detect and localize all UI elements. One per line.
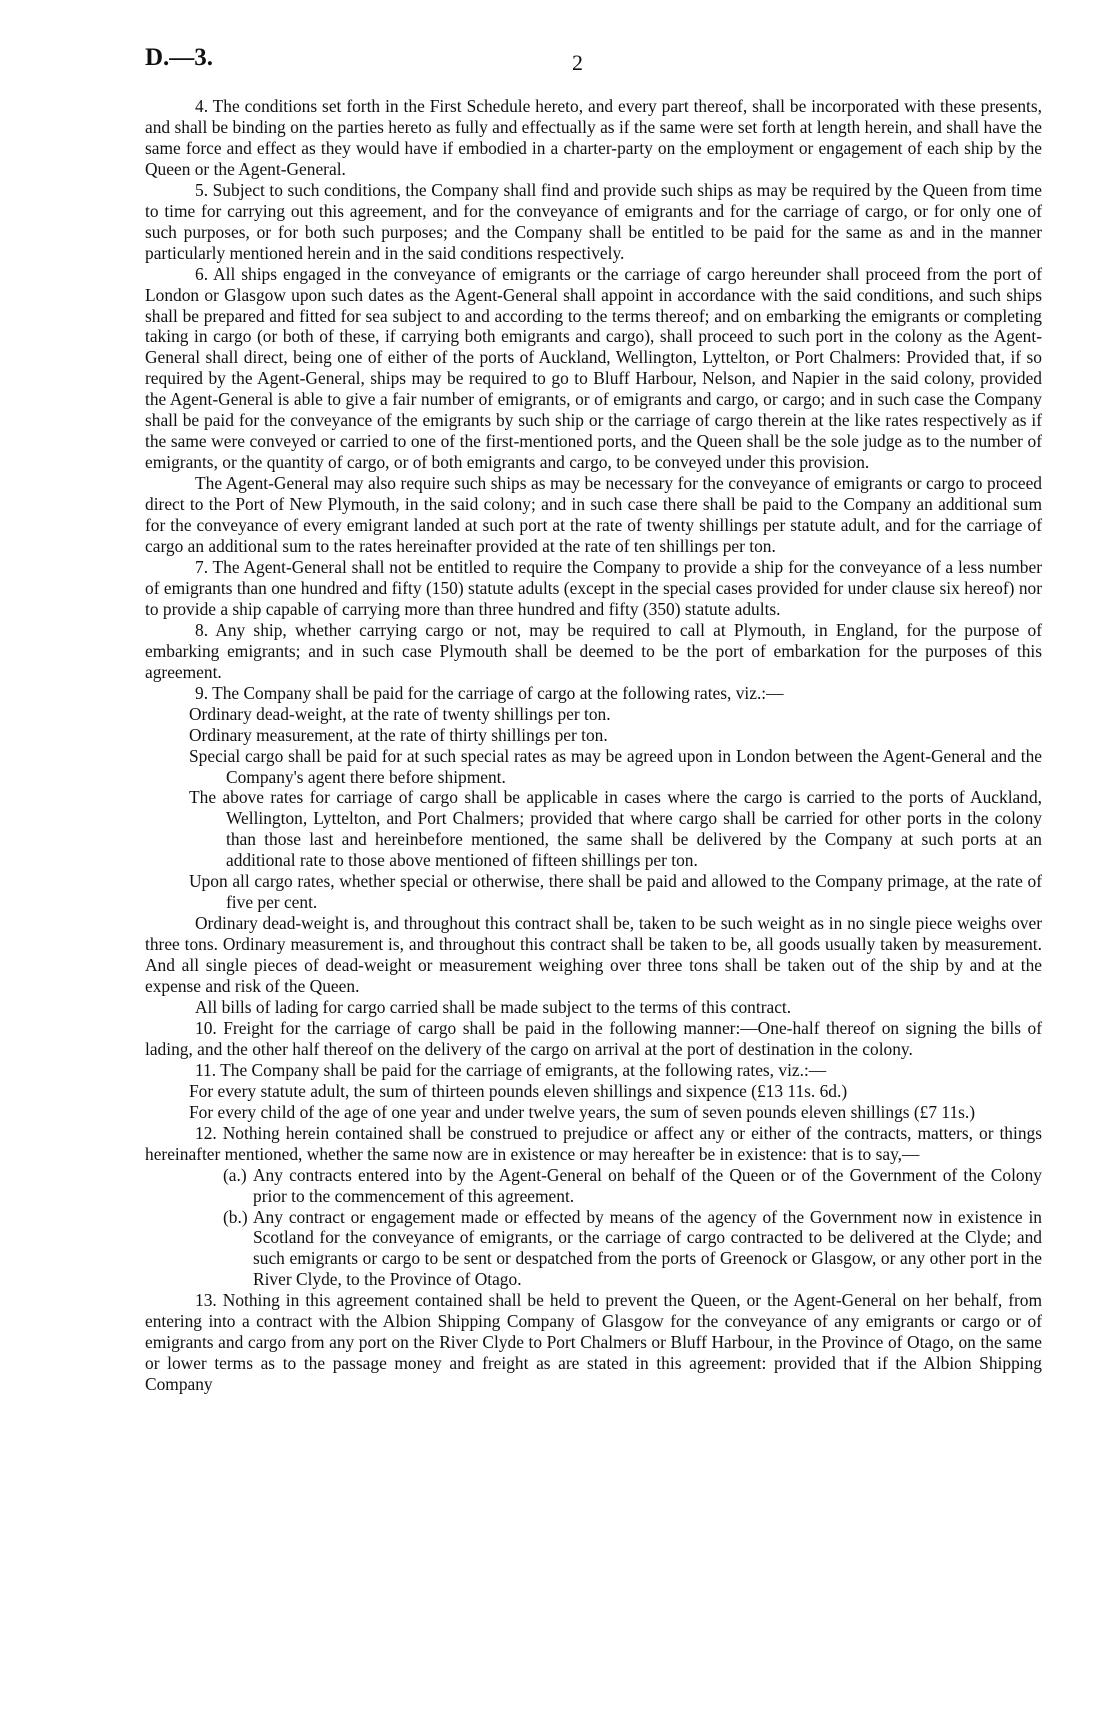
clause-12: 12. Nothing herein contained shall be construed to prejudice or affect any or either of the contracts, matters, or things hereinafter mentioned, whether the same now are in existence or may hereafter be in existence: that is to say,—	[145, 1122, 1042, 1164]
emigrant-rates-list	[145, 1081, 1042, 1123]
cargo-rate-item: Special cargo shall be paid for at such special rates as may be agreed upon in London between the Agent-General and the Company's agent there before shipment.	[189, 745, 1042, 787]
emigrant-rate-item: For every statute adult, the sum of thirteen pounds eleven shillings and sixpence (£13 11s. 6d.)	[189, 1080, 848, 1101]
clause-7: 7. The Agent-General shall not be entitled to require the Company to provide a ship for the conveyance of a less number of emigrants than one hundred and fifty (150) statute adults (except in the special cases provided for under clause six hereof) nor to provide a ship capable of carrying more than three hundred and fifty (350) statute adults.	[145, 556, 1042, 619]
dead-weight-definition: Ordinary dead-weight is, and throughout this contract shall be, taken to be such weight as in no single piece weighs over three tons. Ordinary measurement is, and throughout this contract shall be taken to be, all goods usually taken by measurement. And all single pieces of dead-weight or measurement weighing over three tons shall be taken out of the ship by and at the expense and risk of the Queen.	[145, 913, 1042, 997]
list-item	[223, 1165, 1042, 1207]
list-item-text: Any contract or engagement made or effected by means of the agency of the Government now in existence in Scotland for the conveyance of emigrants, or the carriage of cargo contracted to be delivered at the Clyde; and such emigrants or cargo to be sent or despatched from the ports of Greenock or Glasgow, or any other port in the River Clyde, to the Province of Otago.	[253, 1206, 1042, 1290]
clause-11: 11. The Company shall be paid for the carriage of emigrants, at the following rates, viz.:—	[195, 1059, 827, 1080]
bills-of-lading: All bills of lading for cargo carried shall be made subject to the terms of this contract.	[195, 996, 792, 1017]
clause-10: 10. Freight for the carriage of cargo shall be paid in the following manner:—One-half thereof on signing the bills of lading, and the other half thereof on the delivery of the cargo on arrival at the port of destination in the colony.	[145, 1017, 1042, 1059]
list-item-text: Any contracts entered into by the Agent-General on behalf of the Queen or of the Government of the Colony prior to the commencement of this agreement.	[253, 1164, 1042, 1206]
cargo-rate-item: Upon all cargo rates, whether special or otherwise, there shall be paid and allowed to the Company primage, at the rate of five per cent.	[189, 871, 1042, 913]
page-number: 2	[572, 50, 583, 75]
document-body	[145, 96, 1042, 1395]
list-item-label: (a.)	[223, 1164, 247, 1185]
clause-6-continued: The Agent-General may also require such ships as may be necessary for the conveyance of emigrants or cargo to proceed direct to the Port of New Plymouth, in the said colony; and in such case there shall be paid to the Company an additional sum for the conveyance of every emigrant landed at such port at the rate of twenty shillings per statute adult, and for the carriage of cargo an additional sum to the rates hereinafter provided at the rate of ten shillings per ton.	[145, 473, 1042, 557]
page-header	[145, 40, 1042, 96]
clause-6: 6. All ships engaged in the conveyance of emigrants or the carriage of cargo hereunder shall proceed from the port of London or Glasgow upon such dates as the Agent-General shall appoint in accordance with the said conditions, and such ships shall be prepared and fitted for sea subject to and according to the terms thereof; and on embarking the emigrants or completing taking in cargo (or both of these, if carrying both emigrants and cargo), shall proceed to such port in the colony as the Agent-General shall direct, being one of either of the ports of Auckland, Wellington, Lyttelton, or Port Chalmers: Provided that, if so required by the Agent-General, ships may be required to go to Bluff Harbour, Nelson, and Napier in the said colony, provided the Agent-General is able to give a fair number of emigrants, or of emigrants and cargo, or cargo; and in such case the Company shall be paid for the conveyance of the emigrants by such ship or the carriage of cargo therein at the like rates respectively as if the same were conveyed or carried to one of the first-mentioned ports, and the Queen shall be the sole judge as to the number of emigrants, or the quantity of cargo, or of both emigrants and cargo, to be conveyed under this provision.	[145, 263, 1042, 473]
clause-12-list	[145, 1165, 1042, 1291]
clause-13: 13. Nothing in this agreement contained shall be held to prevent the Queen, or the Agent-General on her behalf, from entering into a contract with the Albion Shipping Company of Glasgow for the conveyance of any emigrants or cargo or of emigrants and cargo from any port on the River Clyde to Port Chalmers or Bluff Harbour, in the Province of Otago, on the same or lower terms as to the passage money and freight as are stated in this agreement: provided that if the Albion Shipping Company	[145, 1290, 1042, 1395]
document-id: D.—3.	[145, 44, 214, 71]
clause-8: 8. Any ship, whether carrying cargo or not, may be required to call at Plymouth, in England, for the purpose of embarking emigrants; and in such case Plymouth shall be deemed to be the port of embarkation for the purposes of this agreement.	[145, 619, 1042, 682]
clause-5: 5. Subject to such conditions, the Company shall find and provide such ships as may be required by the Queen from time to time for carrying out this agreement, and for the conveyance of emigrants and for the carriage of cargo, or for only one of such purposes, or for both such purposes; and the Company shall be entitled to be paid for the same as and in the manner particularly mentioned herein and in the said conditions respectively.	[145, 179, 1042, 263]
list-item	[223, 1207, 1042, 1291]
cargo-rate-item: Ordinary dead-weight, at the rate of twenty shillings per ton.	[189, 703, 611, 724]
emigrant-rate-item: For every child of the age of one year and under twelve years, the sum of seven pounds eleven shillings (£7 11s.)	[189, 1101, 976, 1122]
cargo-rate-item: The above rates for carriage of cargo shall be applicable in cases where the cargo is carried to the ports of Auckland, Wellington, Lyttelton, and Port Chalmers; provided that where cargo shall be carried for other ports in the colony than those last and hereinbefore mentioned, the same shall be delivered by the Company at such ports at an additional rate to those above mentioned of fifteen shillings per ton.	[189, 787, 1042, 871]
cargo-rates-list	[145, 704, 1042, 914]
clause-9: 9. The Company shall be paid for the carriage of cargo at the following rates, viz.:—	[195, 682, 784, 703]
list-item-label: (b.)	[223, 1206, 248, 1227]
cargo-rate-item: Ordinary measurement, at the rate of thirty shillings per ton.	[189, 724, 608, 745]
clause-4: 4. The conditions set forth in the First Schedule hereto, and every part thereof, shall be incorporated with these presents, and shall be binding on the parties hereto as fully and effectually as if the same were set forth at length herein, and shall have the same force and effect as they would have if embodied in a charter-party on the employment or engagement of each ship by the Queen or the Agent-General.	[145, 96, 1042, 179]
